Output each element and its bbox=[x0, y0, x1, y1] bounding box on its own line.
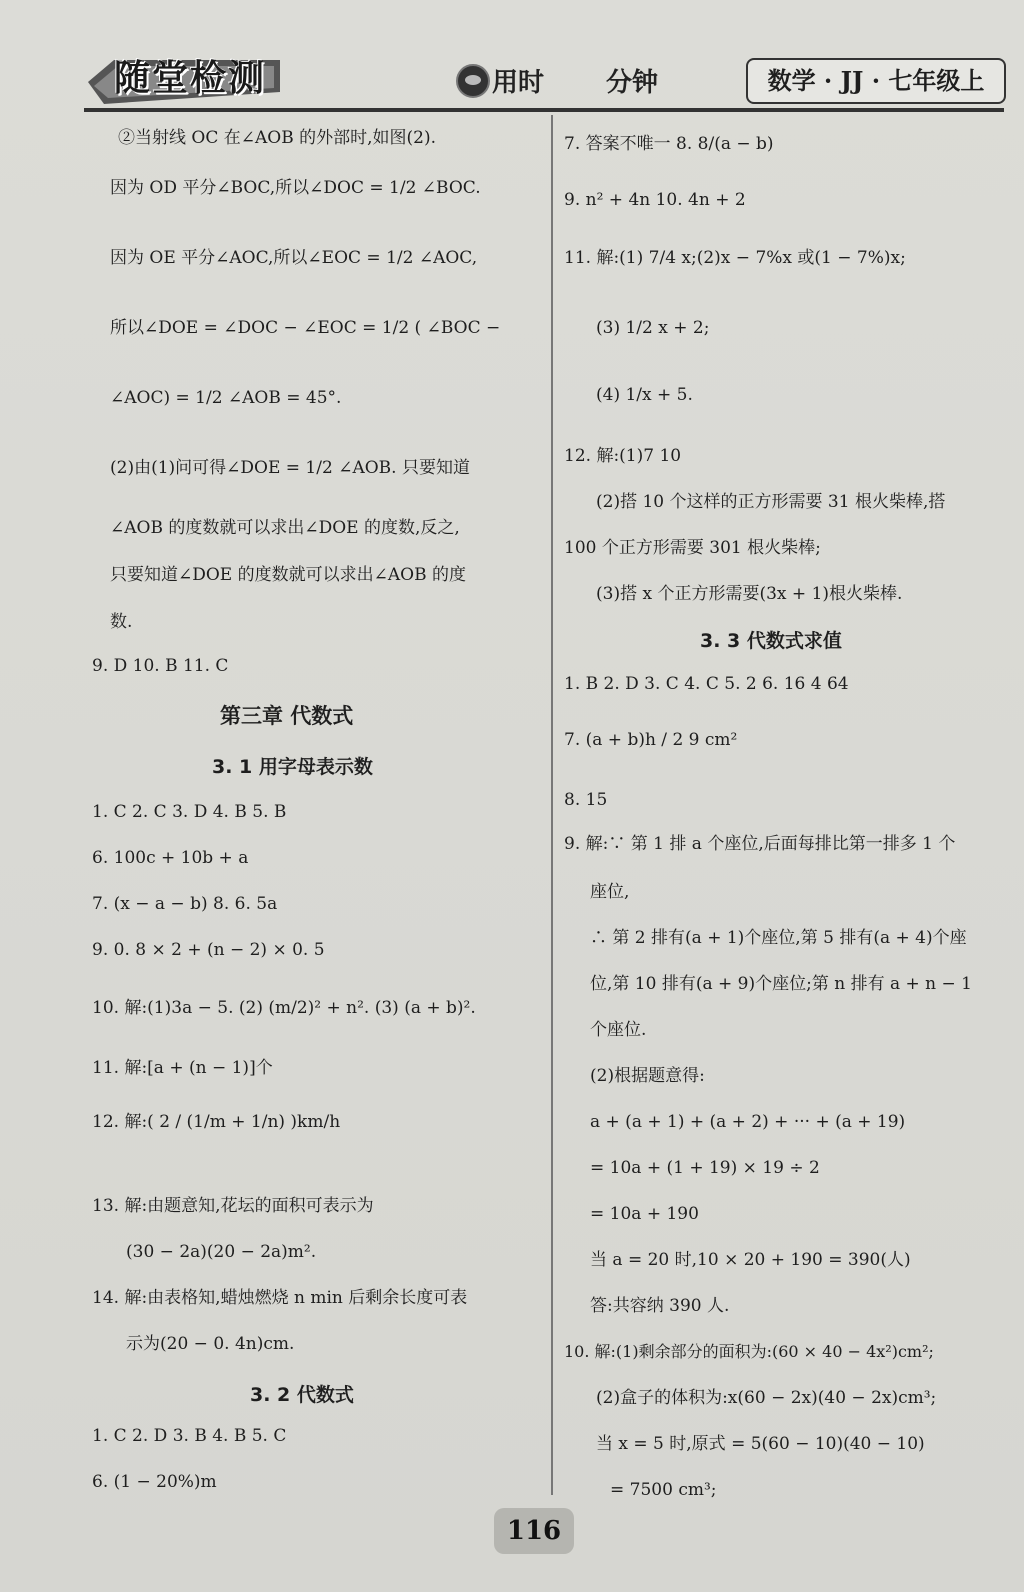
answer-line: 9. 0. 8 × 2 + (n − 2) × 0. 5 bbox=[92, 940, 325, 960]
answer-line: 数. bbox=[110, 612, 133, 632]
answer-line: ②当射线 OC 在∠AOB 的外部时,如图(2). bbox=[118, 128, 436, 148]
answer-line: a + (a + 1) + (a + 2) + ··· + (a + 19) bbox=[590, 1112, 906, 1132]
answer-line: 1. C 2. D 3. B 4. B 5. C bbox=[92, 1426, 287, 1446]
answer-line: 8. 15 bbox=[564, 790, 608, 810]
answer-line: ∴ 第 2 排有(a + 1)个座位,第 5 排有(a + 4)个座 bbox=[590, 928, 967, 948]
answer-line: (2)由(1)问可得∠DOE = 1/2 ∠AOB. 只要知道 bbox=[110, 458, 470, 478]
answer-line: 位,第 10 排有(a + 9)个座位;第 n 排有 a + n − 1 bbox=[590, 974, 973, 994]
answer-line: 12. 解:(1)7 10 bbox=[564, 446, 682, 466]
answer-line: 11. 解:(1) 7/4 x;(2)x − 7%x 或(1 − 7%)x; bbox=[564, 248, 906, 268]
answer-line: (2)根据题意得: bbox=[590, 1066, 705, 1086]
answer-line: 只要知道∠DOE 的度数就可以求出∠AOB 的度 bbox=[110, 565, 466, 585]
answer-line: = 10a + (1 + 19) × 19 ÷ 2 bbox=[590, 1158, 820, 1178]
answer-line: 9. n² + 4n 10. 4n + 2 bbox=[564, 190, 746, 210]
answer-line: 座位, bbox=[590, 882, 630, 902]
answer-line: 当 x = 5 时,原式 = 5(60 − 10)(40 − 10) bbox=[596, 1434, 925, 1454]
answer-line: 当 a = 20 时,10 × 20 + 190 = 390(人) bbox=[590, 1250, 911, 1270]
answer-line: (2)搭 10 个这样的正方形需要 31 根火柴棒,搭 bbox=[596, 492, 946, 512]
answer-line: 12. 解:( 2 / (1/m + 1/n) )km/h bbox=[92, 1112, 341, 1132]
answer-line: 个座位. bbox=[590, 1020, 647, 1040]
answer-line: 6. (1 − 20%)m bbox=[92, 1472, 217, 1492]
answer-line: 14. 解:由表格知,蜡烛燃烧 n min 后剩余长度可表 bbox=[92, 1288, 468, 1308]
answer-line: 示为(20 − 0. 4n)cm. bbox=[126, 1334, 295, 1354]
timer-icon bbox=[456, 64, 490, 98]
answer-line: 因为 OE 平分∠AOC,所以∠EOC = 1/2 ∠AOC, bbox=[110, 248, 478, 268]
chapter-title: 第三章 代数式 bbox=[220, 704, 354, 728]
answer-line: 1. B 2. D 3. C 4. C 5. 2 6. 16 4 64 bbox=[564, 674, 849, 694]
answer-line: 答:共容纳 390 人. bbox=[590, 1296, 730, 1316]
header-rule bbox=[84, 108, 1004, 112]
column-divider bbox=[551, 115, 553, 1495]
answer-line: 13. 解:由题意知,花坛的面积可表示为 bbox=[92, 1196, 374, 1216]
section-title: 3. 3 代数式求值 bbox=[700, 630, 842, 652]
section-title: 3. 2 代数式 bbox=[250, 1384, 354, 1406]
answer-line: 1. C 2. C 3. D 4. B 5. B bbox=[92, 802, 287, 822]
answer-line: 9. 解:∵ 第 1 排 a 个座位,后面每排比第一排多 1 个 bbox=[564, 834, 956, 854]
answer-line: 9. D 10. B 11. C bbox=[92, 656, 229, 676]
answer-line: = 10a + 190 bbox=[590, 1204, 699, 1224]
section-title: 3. 1 用字母表示数 bbox=[212, 756, 373, 778]
answer-line: = 7500 cm³; bbox=[610, 1480, 717, 1500]
answer-line: 100 个正方形需要 301 根火柴棒; bbox=[564, 538, 821, 558]
time-label: 用时 bbox=[492, 68, 545, 98]
answer-line: 所以∠DOE = ∠DOC − ∠EOC = 1/2 ( ∠BOC − bbox=[110, 318, 501, 338]
answer-line: (30 − 2a)(20 − 2a)m². bbox=[126, 1242, 317, 1262]
answer-line: 11. 解:[a + (n − 1)]个 bbox=[92, 1058, 273, 1078]
page-number: 116 bbox=[494, 1508, 574, 1554]
answer-line: 7. (a + b)h / 2 9 cm² bbox=[564, 730, 738, 750]
answer-line: 6. 100c + 10b + a bbox=[92, 848, 249, 868]
answer-line: 因为 OD 平分∠BOC,所以∠DOC = 1/2 ∠BOC. bbox=[110, 178, 481, 198]
answer-line: 10. 解:(1)剩余部分的面积为:(60 × 40 − 4x²)cm²; bbox=[564, 1342, 934, 1361]
minute-label: 分钟 bbox=[606, 68, 659, 98]
answer-line: ∠AOB 的度数就可以求出∠DOE 的度数,反之, bbox=[110, 518, 460, 538]
subject-badge: 数学 · JJ · 七年级上 bbox=[746, 58, 1006, 104]
answer-line: (4) 1/x + 5. bbox=[596, 385, 693, 405]
answer-line: 10. 解:(1)3a − 5. (2) (m/2)² + n². (3) (a + b)². bbox=[92, 998, 476, 1018]
answer-line: (3) 1/2 x + 2; bbox=[596, 318, 710, 338]
answer-line: (2)盒子的体积为:x(60 − 2x)(40 − 2x)cm³; bbox=[596, 1388, 937, 1408]
answer-line: 7. (x − a − b) 8. 6. 5a bbox=[92, 894, 278, 914]
answer-line: ∠AOC) = 1/2 ∠AOB = 45°. bbox=[110, 388, 342, 408]
logo-text: 随堂检测 bbox=[114, 57, 267, 99]
answer-line: 7. 答案不唯一 8. 8/(a − b) bbox=[564, 134, 774, 154]
answer-line: (3)搭 x 个正方形需要(3x + 1)根火柴棒. bbox=[596, 584, 903, 604]
